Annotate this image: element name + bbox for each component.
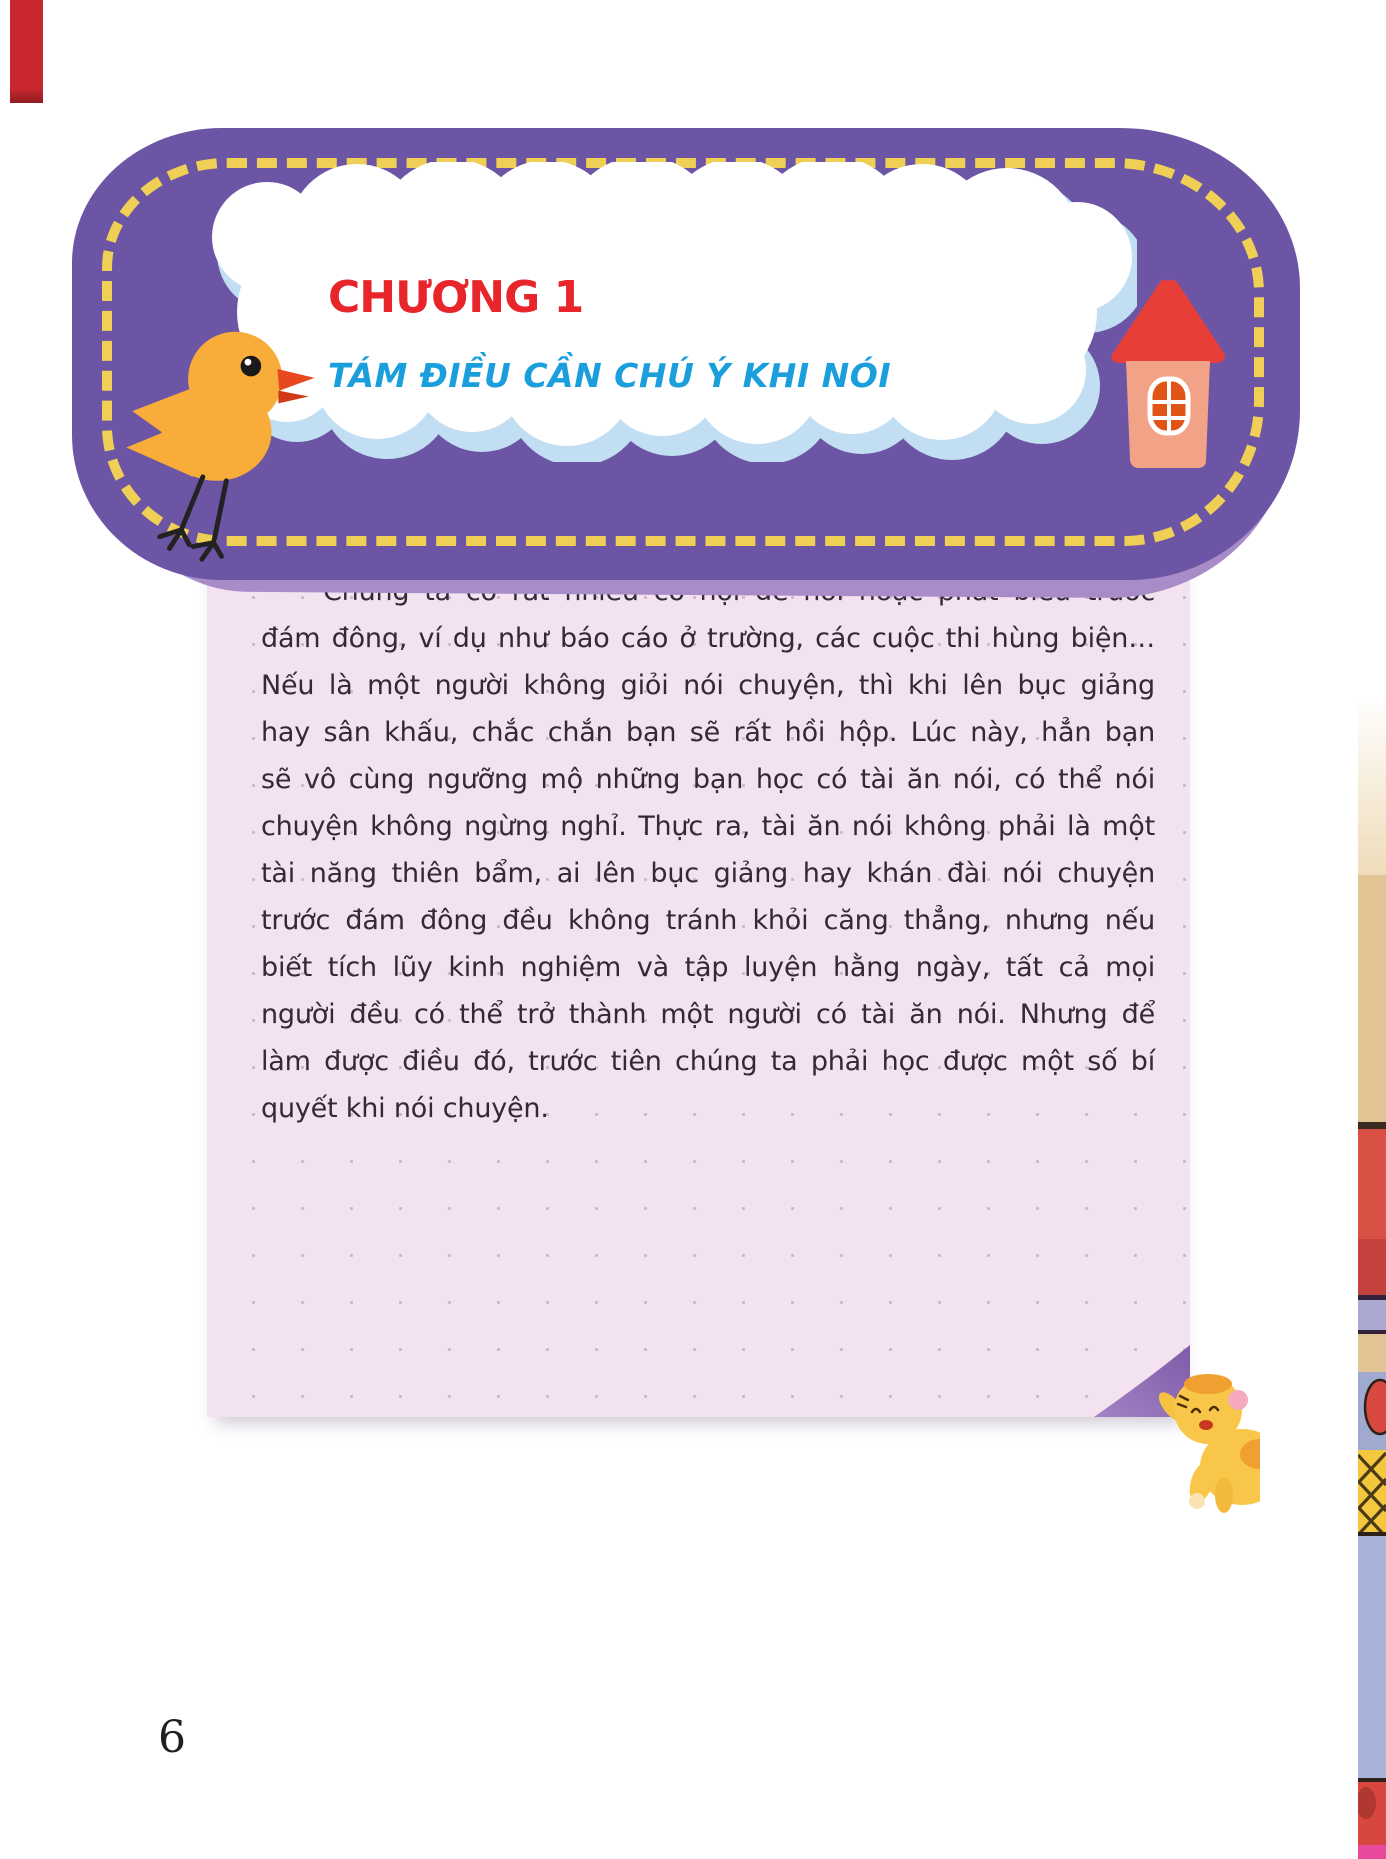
paragraph-line: Nếu là một người không giỏi nói chuyện, thì khi lên bục giảng: [261, 670, 1155, 701]
chapter-title: TÁM ĐIỀU CẦN CHÚ Ý KHI NÓI: [328, 356, 892, 395]
chapter-label: CHƯƠNG 1: [328, 272, 584, 323]
paragraph-line: quyết khi nói chuyện.: [261, 1093, 549, 1124]
paragraph-line: trước đám đông đều không tránh khỏi căng thẳng, nhưng nếu: [261, 905, 1155, 936]
red-edge-mark: [10, 0, 43, 103]
bird-icon: [118, 318, 323, 573]
paragraph-line: tài năng thiên bẩm, ai lên bục giảng hay khán đài nói chuyện: [261, 858, 1155, 889]
side-illustration: [1358, 695, 1386, 1859]
content-panel: [207, 556, 1190, 1417]
paragraph-line: hay sân khấu, chắc chắn bạn sẽ rất hồi hộp. Lúc này, hẳn bạn: [261, 717, 1155, 748]
paragraph-line: biết tích lũy kinh nghiệm và tập luyện hằng ngày, tất cả mọi: [261, 952, 1155, 983]
paragraph-line: người đều có thể trở thành một người có tài ăn nói. Nhưng để: [261, 999, 1155, 1030]
paragraph-line: chuyện không ngừng nghỉ. Thực ra, tài ăn nói không phải là một: [261, 811, 1155, 842]
house-icon: [1106, 275, 1231, 470]
paragraph: [261, 568, 1155, 1132]
paragraph-line: đám đông, ví dụ như báo cáo ở trường, các cuộc thi hùng biện…: [261, 623, 1155, 654]
paragraph-line: làm được điều đó, trước tiên chúng ta phải học được một số bí: [261, 1046, 1155, 1077]
page-number: 6: [158, 1712, 186, 1763]
cat-icon: [1150, 1362, 1260, 1522]
paragraph-line: sẽ vô cùng ngưỡng mộ những bạn học có tài ăn nói, có thể nói: [261, 764, 1155, 795]
